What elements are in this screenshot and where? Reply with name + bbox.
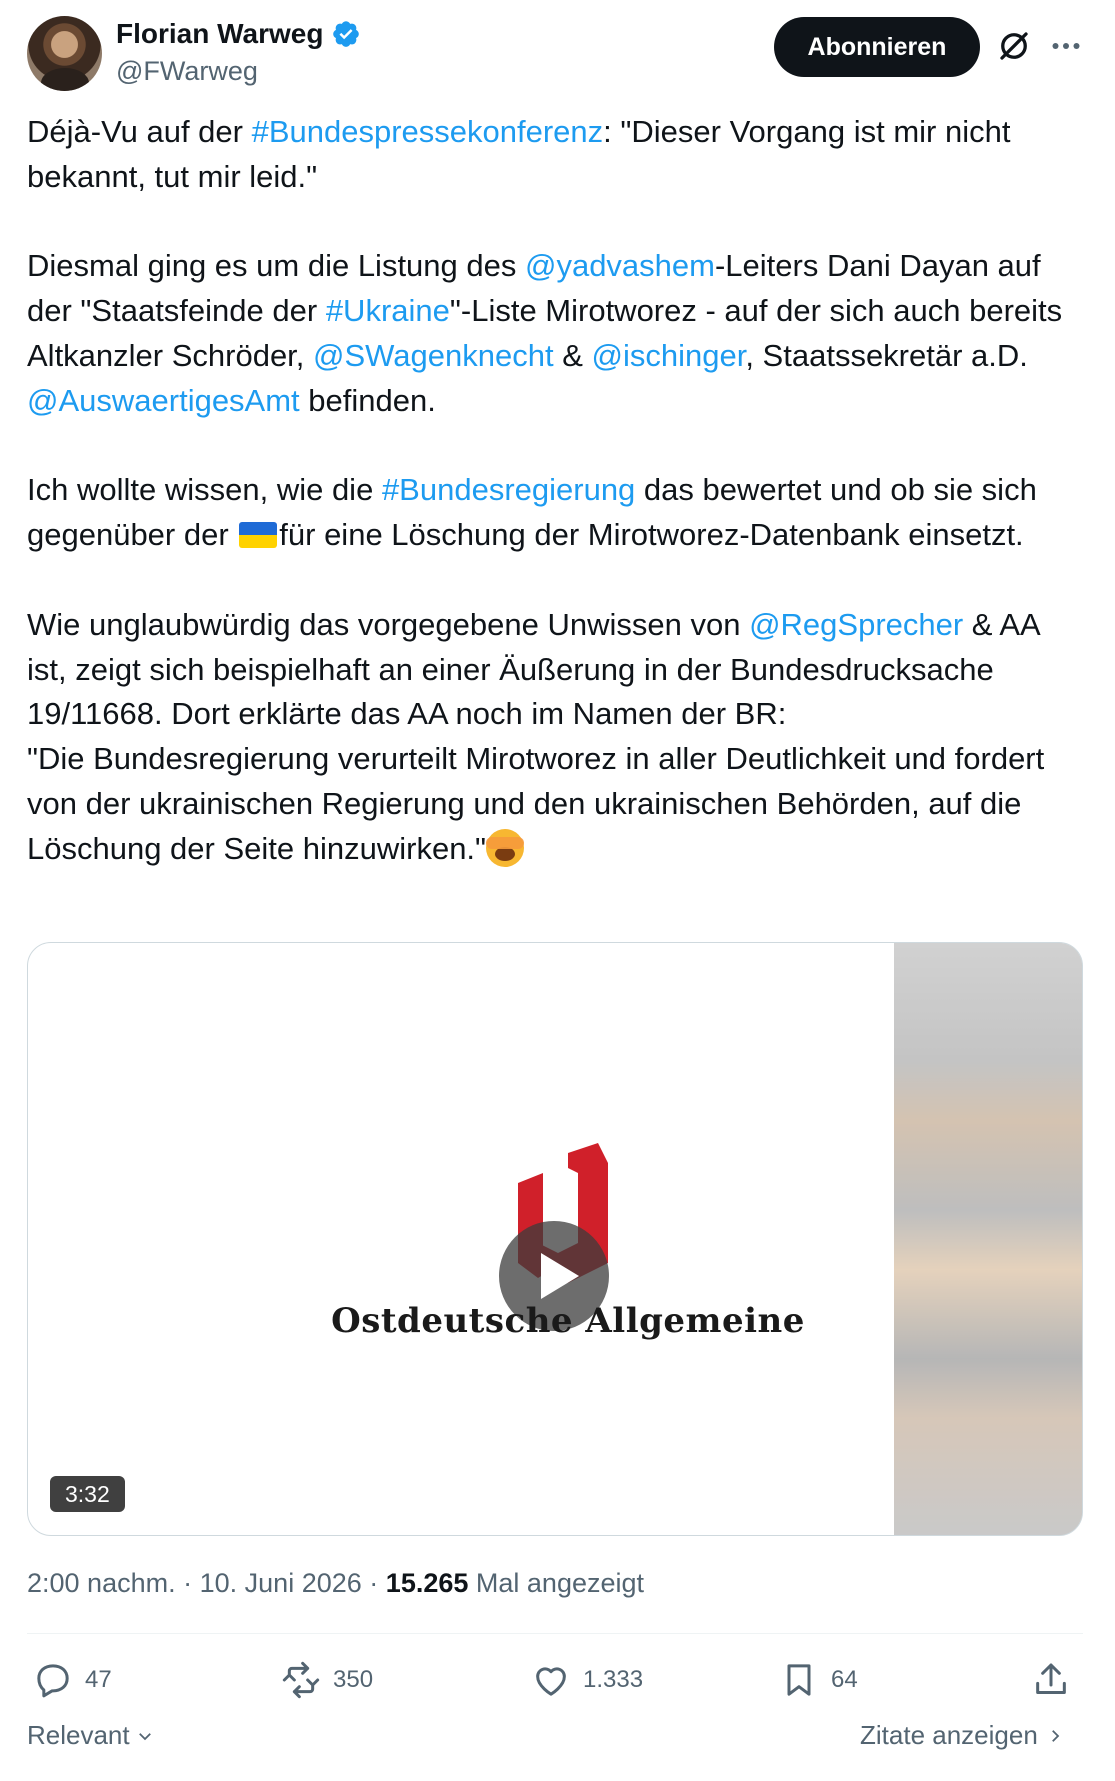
tweet-text	[27, 110, 1087, 872]
chevron-down-icon	[136, 1727, 154, 1745]
tweet-text-segment: & AA ist, zeigt sich beispielhaft an einer Äußerung in der Bundesdrucksache 19/11668. Dort erklärte das AA noch im Namen der BR:	[27, 606, 1040, 732]
tweet-paragraph-4	[27, 603, 1087, 737]
more-icon[interactable]	[1048, 28, 1084, 64]
tweet-text-segment: "-Liste Mirotworez - auf der sich auch bereits Altkanzler Schröder,	[27, 293, 1063, 373]
grok-icon[interactable]	[996, 28, 1032, 64]
repost-count: 350	[333, 1666, 374, 1693]
like-icon	[531, 1660, 571, 1700]
divider	[27, 1633, 1083, 1634]
tweet-text-segment: Diesmal ging es um die Listung des	[27, 248, 525, 284]
tweet-text-segment: das bewertet und ob sie sich gegenüber der	[27, 472, 1037, 553]
tweet-text-segment: : "Dieser Vorgang ist mir nicht bekannt, tut mir leid."	[27, 114, 1011, 194]
face-hand-over-mouth-icon	[486, 829, 524, 867]
tweet-header	[0, 0, 1115, 100]
video-brand-text: Ostdeutsche Allgemeine	[331, 1301, 805, 1341]
avatar[interactable]	[27, 16, 102, 91]
tweet-link[interactable]: @yadvashem	[524, 248, 715, 284]
sort-label: Relevant	[27, 1720, 130, 1750]
tweet-date[interactable]: 10. Juni 2026	[199, 1568, 362, 1598]
like-count: 1.333	[583, 1666, 644, 1693]
tweet-link[interactable]: @AuswaertigesAmt	[27, 382, 300, 418]
tweet-text-segment: , Staatssekretär a.D.	[745, 337, 1028, 373]
sort-dropdown[interactable]	[27, 1720, 154, 1751]
chevron-right-icon	[1046, 1727, 1064, 1745]
quotes-label: Zitate anzeigen	[860, 1720, 1038, 1750]
tweet-text-segment: &	[553, 337, 592, 373]
tweet-text-segment: Ich wollte wissen, wie die	[27, 472, 382, 508]
quotes-link[interactable]	[860, 1720, 1064, 1751]
views-count: 15.265	[385, 1568, 469, 1598]
video-player[interactable]	[27, 942, 1083, 1536]
repost-button[interactable]	[281, 1655, 373, 1705]
play-icon	[537, 1251, 581, 1301]
tweet-link[interactable]: @ischinger	[591, 337, 746, 373]
author-handle[interactable]: @FWarweg	[116, 56, 258, 86]
tweet-link[interactable]: #Ukraine	[325, 293, 450, 329]
bookmark-icon	[779, 1660, 819, 1700]
tweet-text-segment: -Leiters Dani Dayan auf der "Staatsfeinde der	[27, 248, 1041, 329]
tweet-link[interactable]: #Bundesregierung	[381, 472, 636, 508]
tweet-paragraph-1	[27, 110, 1087, 200]
tweet-link[interactable]: @SWagenknecht	[313, 337, 554, 373]
tweet-text-segment: "Die Bundesregierung verurteilt Mirotworez in aller Deutlichkeit und fordert von der ukrainischen Regierung und den ukrainischen Behörden, auf die Löschung der Seite hinzuwirken."	[27, 741, 1045, 866]
tweet-paragraph-3	[27, 468, 1087, 558]
action-bar	[27, 1655, 1083, 1705]
reply-icon	[33, 1660, 73, 1700]
video-duration-badge: 3:32	[50, 1476, 125, 1512]
bookmark-button[interactable]	[779, 1655, 858, 1705]
subscribe-button[interactable]: Abonnieren	[774, 17, 980, 77]
views-label: Mal angezeigt	[475, 1568, 645, 1598]
verified-badge-icon	[331, 19, 361, 49]
video-side-thumbnail	[894, 943, 1083, 1536]
tweet-text-segment: Wie unglaubwürdig das vorgegebene Unwissen von	[27, 606, 750, 642]
reply-button[interactable]	[33, 1655, 112, 1705]
tweet-time[interactable]: 2:00 nachm.	[27, 1568, 176, 1598]
tweet-link[interactable]: @RegSprecher	[749, 606, 964, 642]
tweet-text-segment: für eine Löschung der Mirotworez-Datenbank einsetzt.	[279, 517, 1024, 553]
like-button[interactable]	[531, 1655, 643, 1705]
reply-count: 47	[85, 1666, 112, 1693]
tweet-link[interactable]: #Bundespressekonferenz	[251, 114, 604, 149]
author-name-row	[116, 18, 361, 50]
author-display-name[interactable]: Florian Warweg	[116, 18, 324, 49]
share-button[interactable]	[1031, 1655, 1071, 1705]
repost-icon	[281, 1660, 321, 1700]
tweet-meta	[27, 1568, 644, 1599]
tweet-paragraph-2	[27, 244, 1087, 423]
meta-separator-2: ·	[369, 1568, 379, 1598]
bookmark-count: 64	[831, 1666, 858, 1693]
share-icon	[1031, 1660, 1071, 1700]
meta-separator: ·	[183, 1568, 193, 1598]
tweet-paragraph-5	[27, 737, 1087, 871]
tweet-text-segment: befinden.	[299, 382, 436, 418]
ukraine-flag-icon	[239, 522, 277, 548]
tweet-text-segment: Déjà-Vu auf der	[27, 114, 252, 149]
